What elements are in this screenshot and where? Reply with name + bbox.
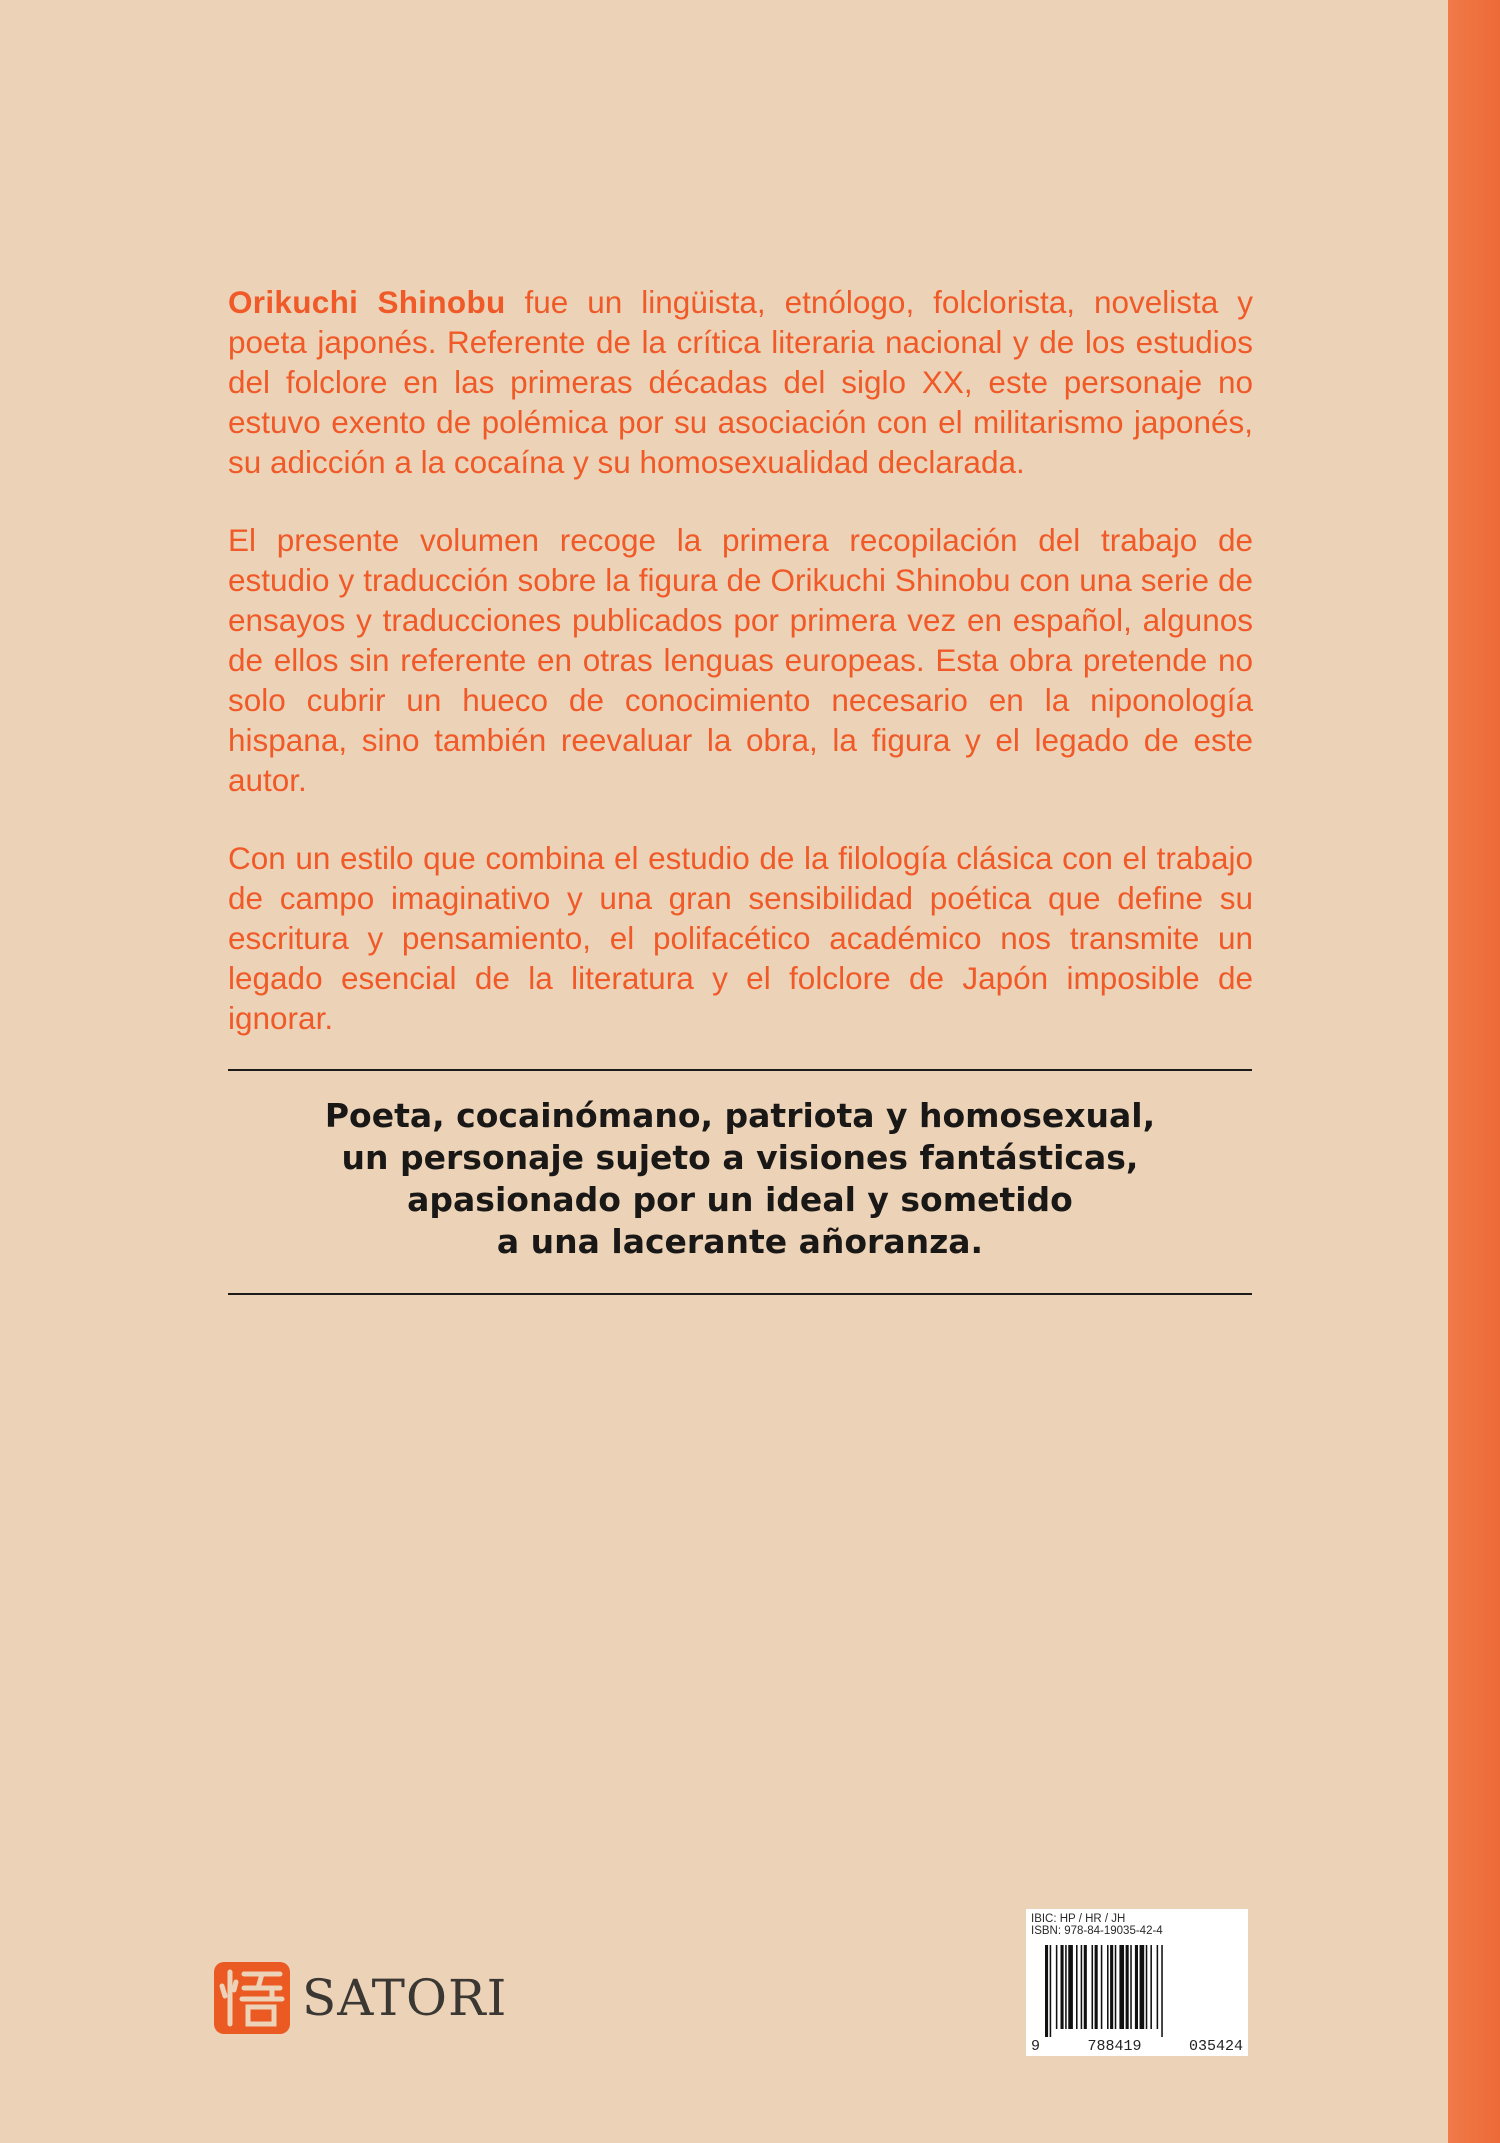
quote-bottom-rule (228, 1293, 1252, 1295)
barcode-bar (1081, 1945, 1083, 2029)
barcode-bar (1107, 1945, 1109, 2029)
barcode-bar (1056, 1945, 1058, 2029)
barcode-bars (1031, 1945, 1243, 2037)
paragraph-1-body: fue un lingüista, etnólogo, folclorista, novelista y poeta japonés. Referente de la crítica literaria nacional y de los estudios del folclore en las primeras décadas del siglo XX, este personaje no estuvo exento de polémica por su asociación con el militarismo japonés, su adicción a la cocaína y su homosexualidad declarada. (228, 284, 1253, 480)
isbn-code: ISBN: 978-84-19035-42-4 (1031, 1925, 1163, 1937)
barcode-digit-group-2: 035424 (1188, 2038, 1243, 2055)
barcode-bar (1140, 1945, 1145, 2029)
quote-line-4: a una lacerante añoranza. (496, 1222, 984, 1261)
author-name: Orikuchi Shinobu (228, 284, 506, 320)
barcode-metadata (1031, 1913, 1163, 1937)
pull-quote (228, 1095, 1252, 1263)
description-paragraph-2: El presente volumen recoge la primera recopilación del trabajo de estudio y traducción sobre la figura de Orikuchi Shinobu con una serie de ensayos y traducciones publicados por primera vez en español, algunos de ellos sin referente en otras lenguas europeas. Esta obra pretende no solo cubrir un hueco de conocimiento necesario en la niponología hispana, sino también reevaluar la obra, la figura y el legado de este autor. (228, 522, 1253, 798)
barcode-bar (1115, 1945, 1117, 2029)
barcode-bar (1150, 1945, 1152, 2029)
quote-line-3: apasionado por un ideal y sometido (407, 1180, 1073, 1219)
description-text (228, 282, 1253, 1076)
barcode-digits (1031, 2038, 1243, 2055)
quote-line-1: Poeta, cocainómano, patriota y homosexual, (324, 1096, 1156, 1135)
quote-top-rule (228, 1069, 1252, 1071)
barcode-bar (1068, 1945, 1073, 2029)
publisher-logo (212, 1958, 507, 2038)
barcode-bar (1161, 1945, 1163, 2037)
barcode-bar (1126, 1945, 1129, 2029)
barcode-bar (1101, 1945, 1103, 2029)
barcode-bar (1146, 1945, 1148, 2029)
barcode-bar (1084, 1945, 1087, 2029)
ibic-code: IBIC: HP / HR / JH (1031, 1913, 1126, 1925)
barcode-bar (1050, 1945, 1052, 2037)
satori-kanji-icon (212, 1958, 292, 2038)
barcode-bar (1135, 1945, 1138, 2029)
barcode-bar (1061, 1945, 1064, 2029)
barcode-digit-prefix: 9 (1031, 2038, 1041, 2055)
barcode-bar (1110, 1945, 1113, 2029)
barcode-digit-group-1: 788419 (1087, 2038, 1142, 2055)
barcode-bar (1045, 1945, 1048, 2037)
barcode-bar (1119, 1945, 1124, 2029)
quote-line-2: un personaje sujeto a visiones fantásticas, (341, 1138, 1139, 1177)
barcode-bar (1157, 1945, 1159, 2029)
description-paragraph-1 (228, 282, 1253, 482)
barcode-bar (1065, 1945, 1067, 2029)
cover-spine-edge (1448, 0, 1500, 2143)
barcode-bar (1092, 1945, 1094, 2029)
publisher-name: SATORI (302, 1969, 508, 2027)
barcode-bar (1095, 1945, 1098, 2029)
barcode-bar (1130, 1945, 1132, 2029)
barcode-bar (1076, 1945, 1078, 2029)
description-paragraph-3: Con un estilo que combina el estudio de la filología clásica con el trabajo de campo imaginativo y una gran sensibilidad poética que define su escritura y pensamiento, el polifacético académico nos transmite un legado esencial de la literatura y el folclore de Japón imposible de ignorar. (228, 840, 1253, 1036)
